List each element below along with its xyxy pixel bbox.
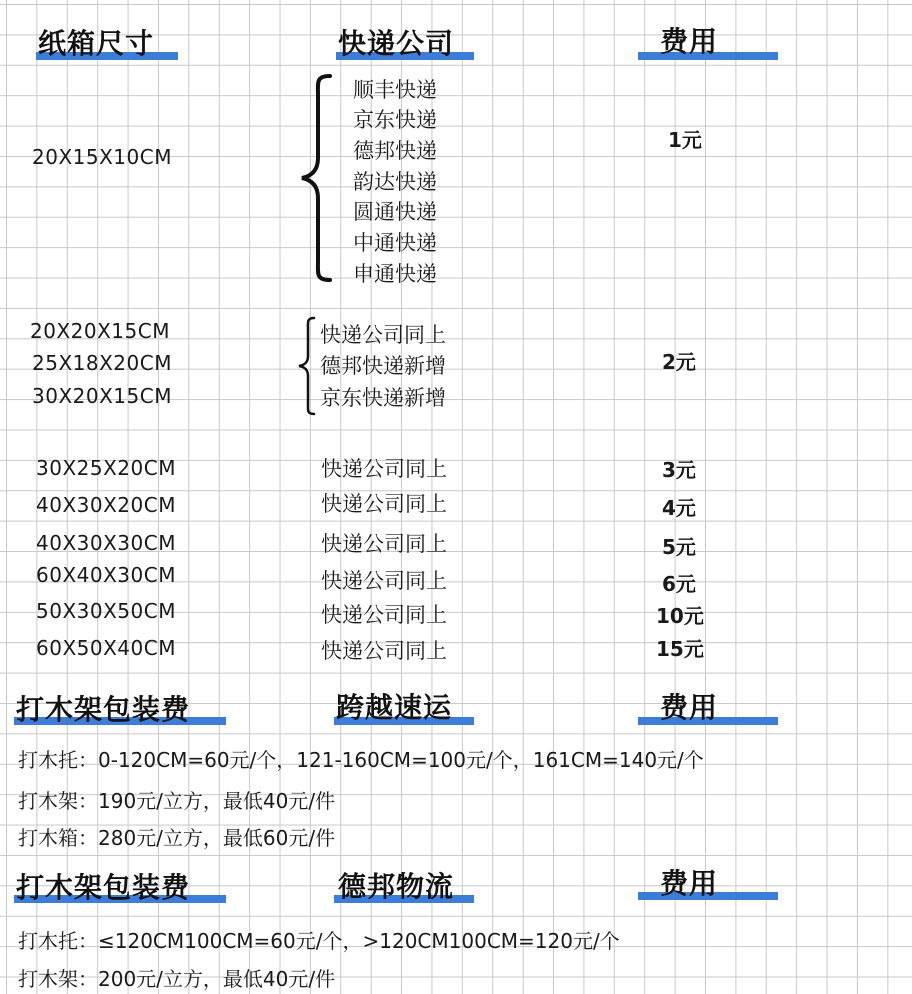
row-price: 5元: [662, 535, 696, 559]
group2-size-1: 20X20X15CM: [30, 319, 170, 343]
kuayue-carrier: 跨越速运: [336, 691, 453, 724]
row-price: 15元: [656, 637, 704, 661]
row-price: 6元: [662, 572, 696, 596]
row-courier: 快递公司同上: [321, 639, 447, 663]
debang-title: 打木架包装费: [16, 871, 191, 904]
group1-size: 20X15X10CM: [32, 145, 172, 169]
group1-price: 1元: [668, 128, 702, 152]
group2-size-3: 30X20X15CM: [32, 384, 172, 408]
row-size: 50X30X50CM: [36, 599, 176, 623]
group2-size-2: 25X18X20CM: [32, 351, 172, 375]
curly-brace-small-icon: [296, 316, 318, 416]
group2-courier-2: 德邦快递新增: [320, 354, 446, 378]
group1-courier-5: 圆通快递: [353, 200, 437, 224]
row-courier: 快递公司同上: [321, 492, 447, 516]
kuayue-line-pallet: 打木托：0-120CM=60元/个，121-160CM=100元/个，161CM=140元/个: [18, 748, 704, 772]
row-size: 40X30X20CM: [36, 493, 176, 517]
row-courier: 快递公司同上: [321, 457, 447, 481]
group2-price: 2元: [662, 350, 696, 374]
row-price: 10元: [656, 604, 704, 628]
row-courier: 快递公司同上: [321, 532, 447, 556]
row-size: 40X30X30CM: [36, 531, 176, 555]
row-size: 60X40X30CM: [36, 563, 176, 587]
curly-brace-icon: [296, 72, 336, 284]
row-size: 60X50X40CM: [36, 636, 176, 660]
kuayue-line-box: 打木箱：280元/立方，最低60元/件: [18, 826, 336, 850]
row-price: 4元: [662, 496, 696, 520]
group1-courier-2: 京东快递: [353, 108, 437, 132]
debang-carrier: 德邦物流: [338, 870, 455, 903]
group2-courier-3: 京东快递新增: [320, 386, 446, 410]
kuayue-fee: 费用: [660, 691, 719, 724]
row-price: 3元: [662, 458, 696, 482]
header-size: 纸箱尺寸: [38, 27, 155, 60]
group2-courier-1: 快递公司同上: [320, 323, 446, 347]
group1-courier-3: 德邦快递: [353, 139, 437, 163]
debang-line-pallet: 打木托：≤120CM100CM=60元/个，>120CM100CM=120元/个: [18, 929, 620, 953]
debang-line-frame: 打木架：200元/立方，最低40元/件: [18, 967, 336, 991]
group1-courier-6: 中通快递: [353, 231, 437, 255]
group1-courier-4: 韵达快递: [353, 170, 437, 194]
header-fee: 费用: [660, 25, 719, 58]
group1-courier-7: 申通快递: [353, 262, 437, 286]
debang-fee: 费用: [660, 867, 719, 900]
row-size: 30X25X20CM: [36, 456, 176, 480]
row-courier: 快递公司同上: [321, 569, 447, 593]
kuayue-title: 打木架包装费: [16, 693, 191, 726]
header-courier: 快递公司: [338, 27, 455, 60]
kuayue-line-frame: 打木架：190元/立方，最低40元/件: [18, 789, 336, 813]
row-courier: 快递公司同上: [321, 603, 447, 627]
group1-courier-1: 顺丰快递: [353, 78, 437, 102]
